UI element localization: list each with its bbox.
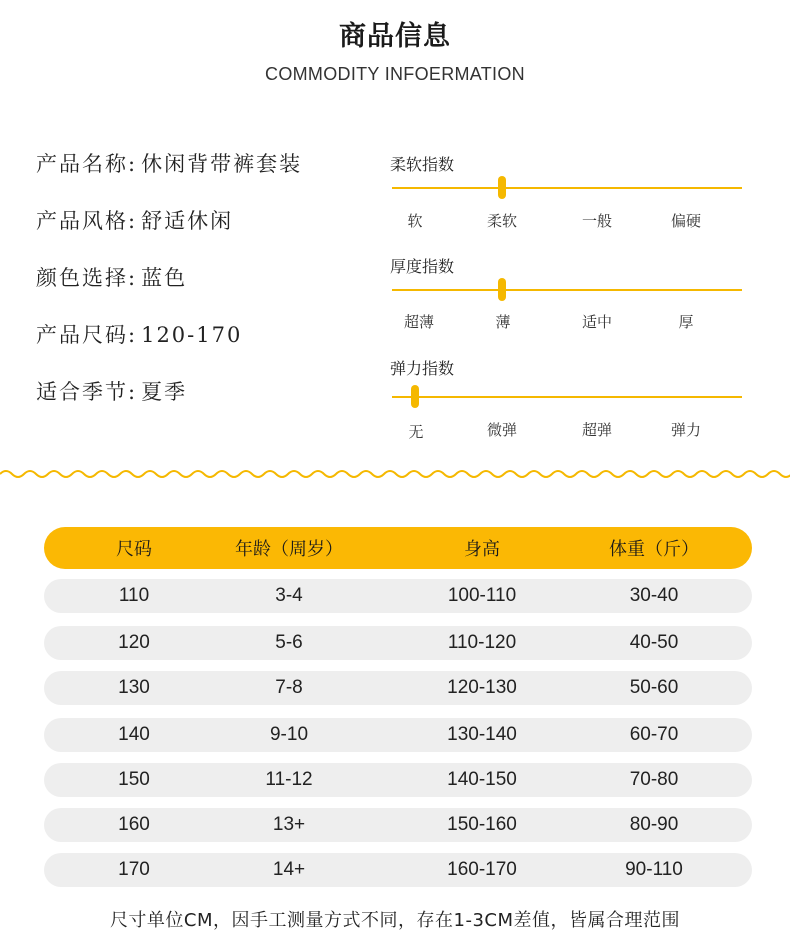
info-row-season [36,376,187,406]
elasticity-option: 微弹 [486,421,517,439]
info-value: 舒适休闲 [141,209,234,233]
cell-weight: 40-50 [629,632,679,653]
table-row [44,853,752,887]
info-value: 休闲背带裤套装 [141,152,303,176]
elasticity-option: 无 [408,423,424,441]
info-label: 产品名称: [36,152,138,176]
cell-weight: 50-60 [629,677,679,698]
thickness-option: 超薄 [403,313,434,331]
softness-option: 偏硬 [670,212,701,230]
elasticity-option: 弹力 [670,421,701,439]
page-title: 商品信息 [339,21,451,52]
info-row-color [36,262,187,292]
cell-size: 140 [118,724,150,745]
thickness-index-marker [498,278,506,301]
cell-weight: 80-90 [629,814,679,835]
cell-age: 14+ [272,859,306,880]
cell-age: 3-4 [275,585,303,606]
thickness-option: 适中 [581,313,612,331]
cell-weight: 60-70 [629,724,679,745]
size-table-header [44,527,752,569]
header-cell-weight: 体重（斤） [609,539,699,560]
cell-height: 160-170 [447,859,517,880]
cell-age: 13+ [272,814,306,835]
table-row [44,718,752,752]
info-label: 颜色选择: [36,266,138,290]
cell-size: 150 [118,769,150,790]
cell-size: 160 [118,814,150,835]
cell-size: 130 [118,677,150,698]
cell-size: 120 [118,632,150,653]
info-value: 120-170 [141,323,243,347]
softness-index-title: 柔软指数 [390,155,455,174]
info-label: 适合季节: [36,380,138,404]
cell-height: 130-140 [447,724,517,745]
info-value: 蓝色 [141,266,188,290]
cell-height: 100-110 [447,585,517,606]
cell-age: 9-10 [269,724,309,745]
thickness-option: 薄 [495,313,511,331]
size-footnote: 尺寸单位CM，因手工测量方式不同，存在1-3CM差值，皆属合理范围 [109,910,681,931]
header-cell-height: 身高 [464,539,500,560]
thickness-option: 厚 [678,313,694,331]
table-row [44,808,752,842]
info-row-style [36,205,233,235]
table-row [44,763,752,797]
info-value: 夏季 [141,380,188,404]
header-cell-size: 尺码 [116,539,152,560]
cell-weight: 90-110 [625,859,683,880]
softness-option: 软 [407,212,423,230]
cell-age: 7-8 [275,677,303,698]
cell-age: 5-6 [275,632,303,653]
cell-height: 110-120 [447,632,517,653]
softness-option: 柔软 [486,212,517,230]
elasticity-index-track [392,396,742,398]
elasticity-index-title: 弹力指数 [390,359,455,378]
cell-age: 11-12 [265,769,313,790]
info-label: 产品风格: [36,209,138,233]
table-row [44,671,752,705]
wavy-divider [0,462,790,486]
page-subtitle: COMMODITY INFOERMATION [265,64,525,84]
header-cell-age: 年龄（周岁） [235,539,343,560]
cell-weight: 70-80 [629,769,679,790]
softness-index-track [392,187,742,189]
cell-height: 140-150 [447,769,517,790]
cell-size: 110 [118,585,150,606]
thickness-index-title: 厚度指数 [390,257,455,276]
cell-size: 170 [118,859,150,880]
info-row-name [36,148,302,178]
elasticity-option: 超弹 [581,421,612,439]
table-row [44,579,752,613]
softness-index-marker [498,176,506,199]
elasticity-index-marker [411,385,419,408]
cell-height: 120-130 [447,677,517,698]
cell-height: 150-160 [447,814,517,835]
info-row-size [36,319,242,349]
thickness-index-track [392,289,742,291]
cell-weight: 30-40 [629,585,679,606]
softness-option: 一般 [581,212,612,230]
info-label: 产品尺码: [36,323,138,347]
table-row [44,626,752,660]
